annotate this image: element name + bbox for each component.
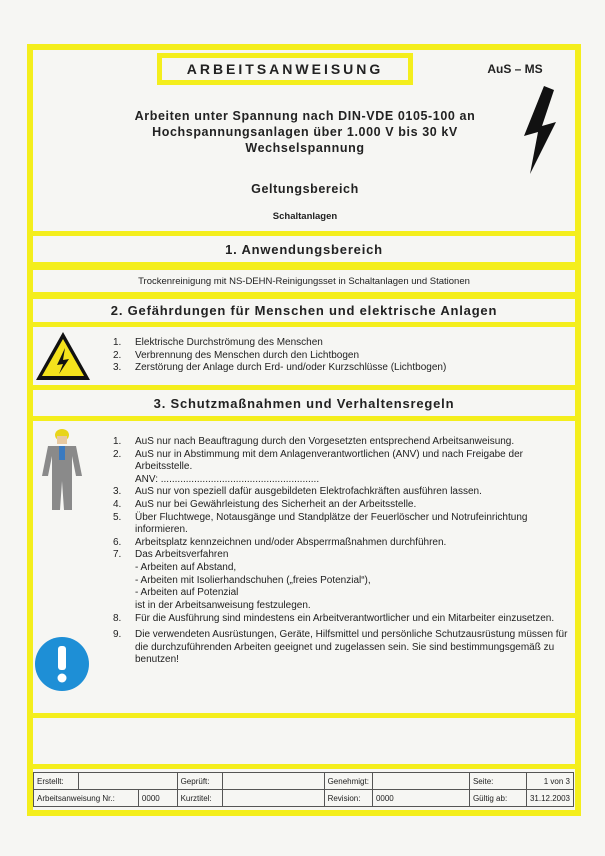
list-item: 3. AuS nur von speziell dafür ausgebildeten Elektrofachkräften ausführen lassen. bbox=[113, 486, 482, 498]
list-item: 5. Über Fluchtwege, Notausgänge und Standplätze der Feuerlöscher und Notrufeinrichtung informieren. bbox=[113, 511, 528, 536]
list-item: 8. Für die Ausführung sind mindestens ein Arbeitverantwortlicher und ein Mitarbeiter einzusetzen. bbox=[113, 613, 555, 625]
document-subtitle: Arbeiten unter Spannung nach DIN-VDE 0105-100 an Hochspannungsanlagen über 1.000 V bis 30 kV Wechselspannung bbox=[134, 109, 476, 155]
list-item: 7. Das Arbeitsverfahren - Arbeiten auf Abstand, - Arbeiten mit Isolierhandschuhen („freies Potenzial“), - Arbeiten auf Potenzial ist in der Arbeitsanweisung festzulegen. bbox=[113, 549, 371, 611]
list-item: 2. AuS nur in Abstimmung mit dem Anlagenverantwortlichen (ANV) und nach Freigabe der Arbeitsstelle. ANV: ......................................................... bbox=[113, 448, 523, 485]
list-item: 4. AuS nur bei Gewährleistung des Sicherheit an der Arbeitsstelle. bbox=[113, 498, 417, 510]
scope-value: Schaltanlagen bbox=[272, 211, 338, 222]
measures-list bbox=[113, 436, 575, 667]
section-1-text: Trockenreinigung mit NS-DEHN-Reinigungsset in Schaltanlagen und Stationen bbox=[27, 265, 581, 297]
lightning-bolt-icon bbox=[522, 86, 558, 174]
mandatory-info-icon bbox=[34, 636, 90, 692]
list-item: 3. Zerstörung der Anlage durch Erd- und/oder Kurzschlüsse (Lichtbogen) bbox=[113, 362, 447, 374]
section-3-heading: 3. Schutzmaßnahmen und Verhaltensregeln bbox=[27, 385, 581, 421]
list-item: 1. AuS nur nach Beauftragung durch den Vorgesetzten entsprechend Arbeitsanweisung. bbox=[113, 436, 515, 447]
list-item: 6. Arbeitsplatz kennzeichnen und/oder Absperrmaßnahmen durchführen. bbox=[113, 536, 447, 548]
document-title: ARBEITSANWEISUNG bbox=[157, 53, 413, 85]
footer-table: Erstellt: Geprüft: Genehmigt: Seite: 1 von 3 Arbeitsanweisung Nr.: 0000 Kurztitel: Revision: 0000 Gültig ab: 31.12.2003 bbox=[33, 772, 574, 807]
protective-clothing-worker-icon bbox=[40, 426, 84, 512]
empty-notes-box bbox=[27, 713, 581, 769]
list-item: 9. Die verwendeten Ausrüstungen, Geräte, Hilfsmittel und persönliche Schutzausrüstung müssen für die durchzuführenden Arbeiten geeignet und zugelassen sein. Sie sind bestimmungsgemäß zu benutzen! bbox=[113, 628, 568, 666]
outer-frame bbox=[27, 44, 581, 816]
section-2-heading: 2. Gefährdungen für Menschen und elektrische Anlagen bbox=[27, 294, 581, 327]
document-code: AuS – MS bbox=[487, 62, 543, 76]
list-item: 1. Elektrische Durchströmung des Menschen bbox=[113, 337, 323, 348]
hazard-list bbox=[113, 337, 573, 375]
section-1-heading: 1. Anwendungsbereich bbox=[27, 231, 581, 267]
scope-heading: Geltungsbereich bbox=[251, 182, 359, 196]
list-item: 2. Verbrennung des Menschen durch den Lichtbogen bbox=[113, 349, 360, 361]
electric-hazard-warning-icon bbox=[34, 330, 92, 382]
